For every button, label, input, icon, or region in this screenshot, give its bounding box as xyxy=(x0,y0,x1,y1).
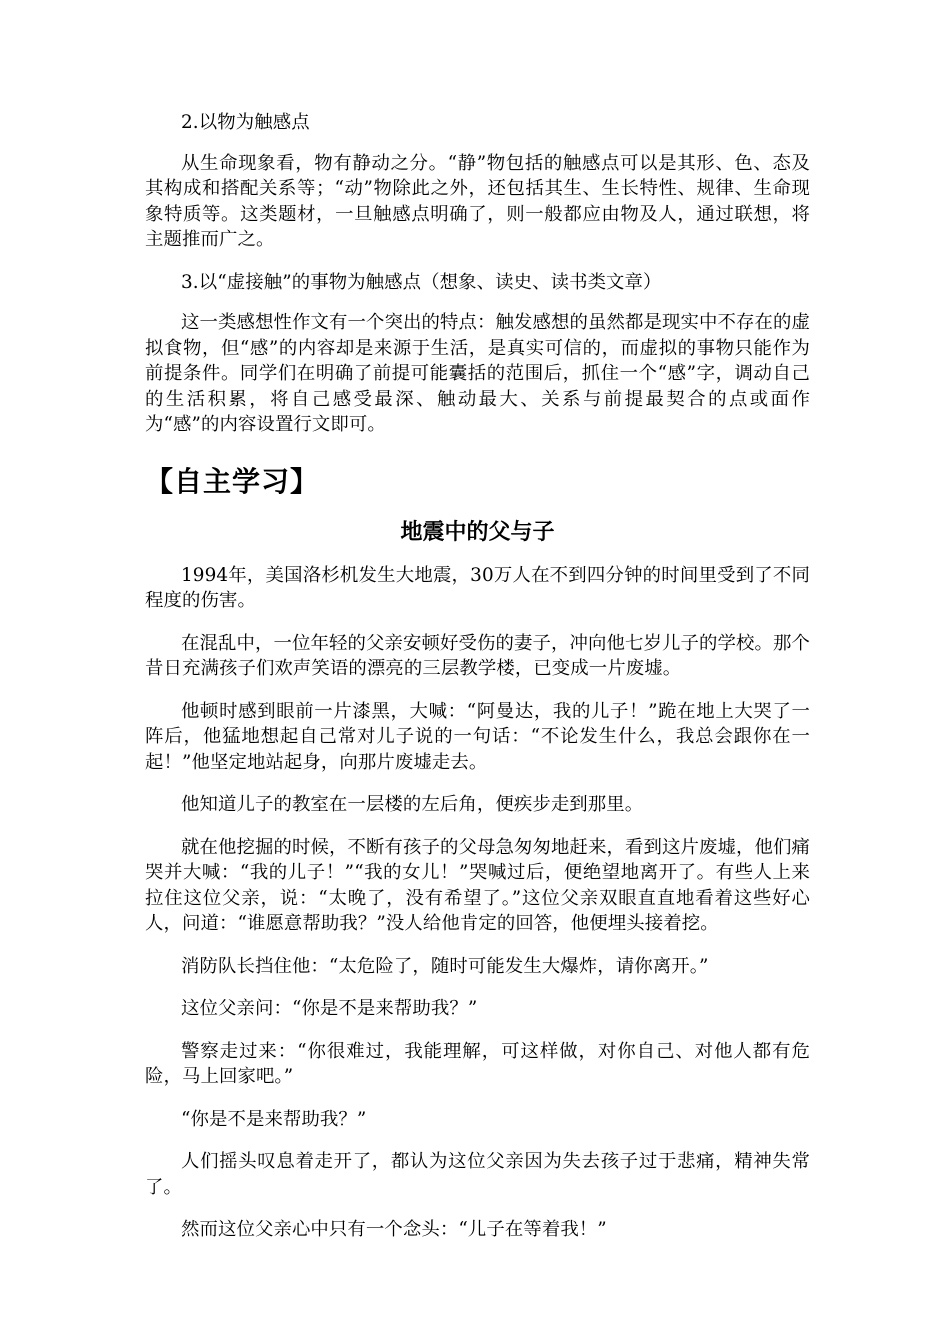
item2-heading: 2.以物为触感点 xyxy=(181,112,310,133)
item3-heading: 3.以“虚接触”的事物为触感点（想象、读史、读书类文章） xyxy=(181,271,662,293)
article-title: 地震中的父与子 xyxy=(400,519,555,545)
article-paragraph: 这位父亲问：“你是不是来帮助我？” xyxy=(181,998,478,1019)
article-paragraph: 警察走过来：“你很难过，我能理解，可这样做，对你自己、对他人都有危险，马上回家吧。” xyxy=(145,1040,810,1087)
item2-text: 从生命现象看，物有静动之分。“静”物包括的触感点可以是其形、色、态及其构成和搭配关系等；“动”物除此之外，还包括其生、生长特性、规律、生命现象特质等。这类题材，一旦触感点明确了，则一般都应由物及人，通过联想，将主题推而广之。 xyxy=(145,152,810,250)
article-paragraph: 他顿时感到眼前一片漆黑，大喊：“阿曼达，我的儿子！”跪在地上大哭了一阵后，他猛地想起自己常对儿子说的一句话：“不论发生什么，我总会跟你在一起！”他坚定地站起身，向那片废墟走去。 xyxy=(145,700,810,773)
article-paragraph: 在混乱中，一位年轻的父亲安顿好受伤的妻子，冲向他七岁儿子的学校。那个昔日充满孩子们欢声笑语的漂亮的三层教学楼，已变成一片废墟。 xyxy=(145,632,810,679)
article-paragraph: 他知道儿子的教室在一层楼的左后角，便疾步走到那里。 xyxy=(181,794,644,815)
article-paragraph: 然而这位父亲心中只有一个念头：“儿子在等着我！” xyxy=(181,1219,607,1240)
article-paragraph: 人们摇头叹息着走开了，都认为这位父亲因为失去孩子过于悲痛，精神失常了。 xyxy=(145,1151,810,1198)
section-heading: 【自主学习】 xyxy=(145,464,320,498)
article-paragraph: 就在他挖掘的时候，不断有孩子的父母急匆匆地赶来，看到这片废墟，他们痛哭并大喊：“我的儿子！”“我的女儿！”哭喊过后，便绝望地离开了。有些人上来拉住这位父亲，说：“太晚了，没有希望了。”这位父亲双眼直直地看着这些好心人，问道：“谁愿意帮助我？”没人给他肯定的回答，他便埋头接着挖。 xyxy=(145,836,810,934)
article-paragraph: “你是不是来帮助我？” xyxy=(181,1108,367,1130)
document-page xyxy=(145,110,810,1260)
article-paragraph: 1994年，美国洛杉机发生大地震，30万人在不到四分钟的时间里受到了不同程度的伤害。 xyxy=(145,564,810,611)
article-paragraph: 消防队长挡住他：“太危险了，随时可能发生大爆炸，请你离开。” xyxy=(181,955,709,977)
item3-text: 这一类感想性作文有一个突出的特点：触发感想的虽然都是现实中不存在的虚拟食物，但“感”的内容却是来源于生活，是真实可信的，而虚拟的事物只能作为前提条件。同学们在明确了前提可能囊括的范围后，抓住一个“感”字，调动自己的生活积累，将自己感受最深、触动最大、关系与前提最契合的点或面作为“感”的内容设置行文即可。 xyxy=(145,312,810,435)
